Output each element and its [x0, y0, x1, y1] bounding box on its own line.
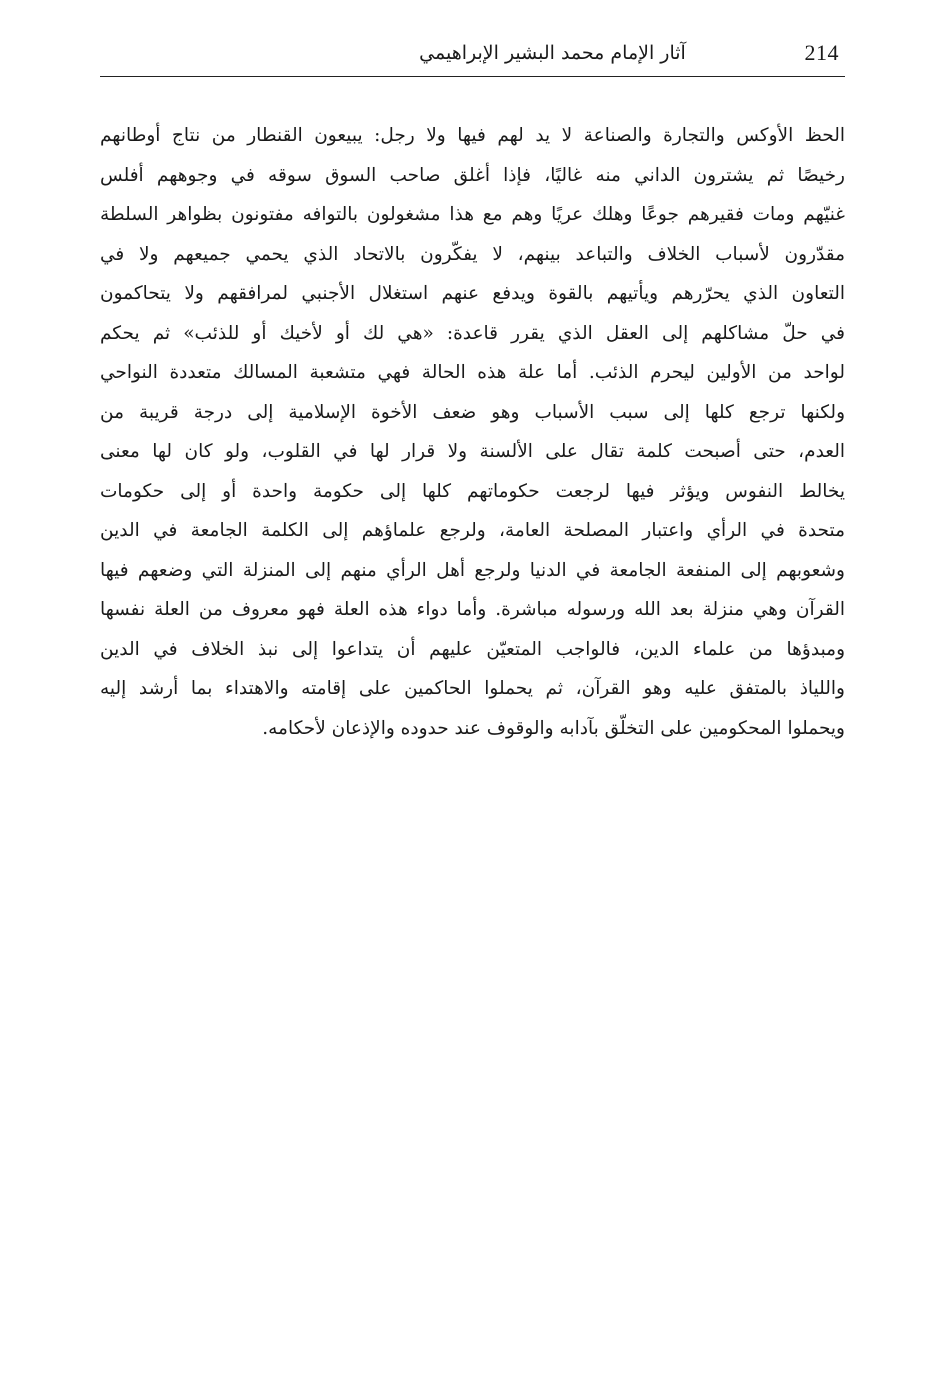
running-title-text: آثار الإمام محمد البشير الإبراهيمي	[419, 42, 686, 64]
body-line-2: رخيصًا ثم يشترون الداني منه غاليًا، فإذا أغلق صاحب السوق سوقه في وجوههم أفلس	[100, 164, 845, 186]
body-line-7: لواحد من الأولين ليحرم الذئب. أما علة هذه الحالة فهي متشعبة المسالك متعددة النواحي	[100, 362, 845, 383]
page-number: 214	[804, 40, 839, 65]
body-line-8: ولكنها ترجع كلها إلى سبب الأسباب وهو ضعف الأخوة الإسلامية إلى درجة قريبة من	[100, 401, 845, 423]
body-line-13: القرآن وهي منزلة بعد الله ورسوله مباشرة. وأما دواء هذه العلة فهو معروف من العلة نفسها	[100, 599, 845, 620]
body-line-14: ومبدؤها من علماء الدين، فالواجب المتعيّن عليهم أن يتداعوا إلى نبذ الخلاف في الدين	[100, 638, 845, 660]
body-line-4: مقدّرون لأسباب الخلاف والتباعد بينهم، لا يفكّرون بالاتحاد الذي يحمي جميعهم ولا في	[100, 243, 845, 265]
body-line-12: وشعوبهم إلى المنفعة الجامعة في الدنيا ولرجع أهل الرأي منهم إلى المنزلة التي وضعهم فيها	[100, 559, 845, 581]
body-line-5: التعاون الذي يحرّرهم ويأتيهم بالقوة ويدفع عنهم استغلال الأجنبي لمرافقهم ولا يتحاكمون	[100, 283, 845, 304]
running-header	[100, 36, 845, 77]
body-line-9: العدم، حتى أصبحت كلمة تقال على الألسنة ولا قرار لها في القلوب، ولو كان لها معنى	[100, 441, 845, 462]
body-line-15: واللياذ بالمتفق عليه وهو القرآن، ثم يحملوا الحاكمين على إقامته والاهتداء بما أرشد إليه	[100, 678, 845, 699]
body-line-11: متحدة في الرأي واعتبار المصلحة العامة، ولرجع علماؤهم إلى الكلمة الجامعة في الدين	[100, 520, 845, 541]
body-line-3: غنيّهم ومات فقيرهم جوعًا وهلك عريًا وهم مع هذا مشغولون بالتوافه مفتونون بظواهر السلطة	[100, 204, 845, 225]
body-text	[100, 116, 845, 748]
body-line-10: يخالط النفوس ويؤثر فيها لرجعت حكوماتهم كلها إلى حكومة واحدة أو إلى حكومات	[100, 480, 845, 502]
body-line-6: في حلّ مشاكلهم إلى العقل الذي يقرر قاعدة: «هي لك أو لأخيك أو للذئب» ثم يحكم	[100, 322, 845, 344]
body-line-1: الحظ الأوكس والتجارة والصناعة لا يد لهم فيها ولا رجل: يبيعون القنطار من نتاج أوطانهم	[100, 125, 845, 146]
running-title	[100, 42, 845, 64]
body-line-16: ويحملوا المحكومين على التخلّق بآدابه والوقوف عند حدوده والإذعان لأحكامه.	[262, 717, 845, 739]
